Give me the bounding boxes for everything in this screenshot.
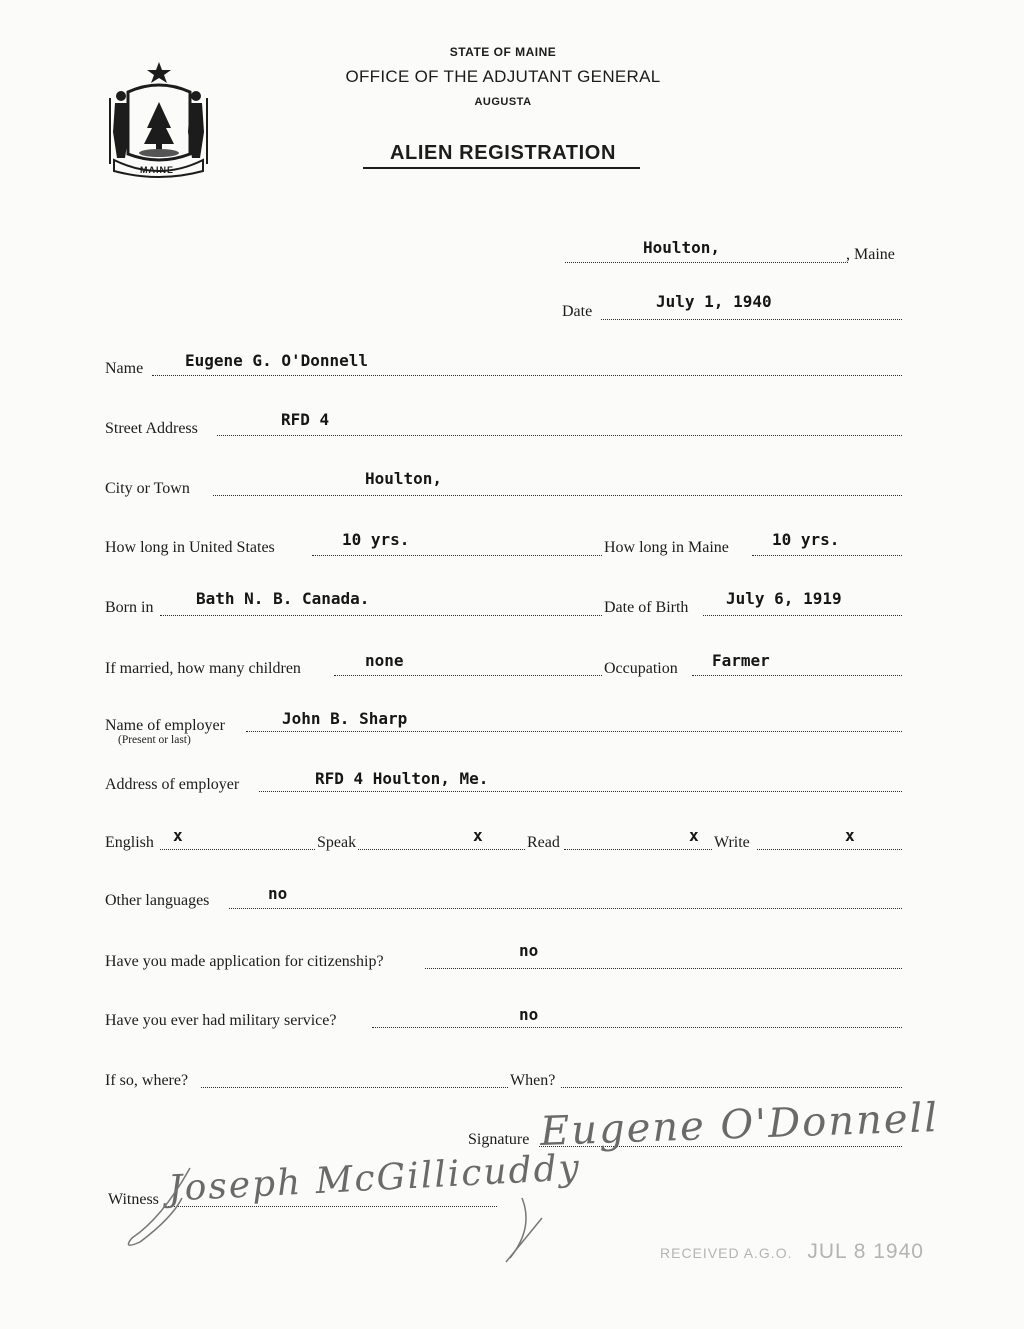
witness-flourish-icon: [122, 1158, 562, 1268]
name-value: Eugene G. O'Donnell: [185, 351, 369, 370]
children-value: none: [365, 651, 404, 670]
other-languages-value: no: [268, 884, 288, 903]
header-office: OFFICE OF THE ADJUTANT GENERAL: [345, 67, 661, 86]
speak-value: x: [473, 826, 483, 845]
military-line: [372, 1027, 902, 1028]
english-line: [160, 849, 315, 850]
header-city: AUGUSTA: [474, 96, 532, 108]
born-label: Born in: [105, 599, 154, 616]
employer-address-line: [259, 791, 902, 792]
speak-label: Speak: [317, 834, 357, 851]
born-line: [160, 615, 602, 616]
occupation-value: Farmer: [712, 651, 770, 670]
employer-address-label: Address of employer: [105, 776, 240, 793]
other-languages-label: Other languages: [105, 892, 210, 909]
citizenship-label: Have you made application for citizenship?: [105, 953, 384, 970]
military-value: no: [519, 1005, 539, 1024]
received-stamp: [660, 1240, 924, 1264]
dob-value: July 6, 1919: [726, 589, 842, 608]
maine-years-line: [752, 555, 902, 556]
occupation-line: [692, 675, 902, 676]
employer-value: John B. Sharp: [282, 709, 408, 728]
read-value: x: [689, 826, 699, 845]
employer-label: Name of employer: [105, 717, 225, 734]
dob-label: Date of Birth: [604, 599, 689, 616]
citizenship-value: no: [519, 941, 539, 960]
english-label: English: [105, 834, 154, 851]
signature-label: Signature: [468, 1131, 530, 1148]
city-line: [213, 495, 902, 496]
date-label: Date: [562, 303, 593, 320]
header-state: STATE OF MAINE: [449, 45, 557, 59]
employer-sublabel: (Present or last): [118, 734, 191, 746]
title-underline: [363, 167, 640, 169]
employer-line: [246, 731, 902, 732]
when-line: [561, 1087, 902, 1088]
other-languages-line: [229, 908, 902, 909]
witness-label: Witness: [108, 1191, 159, 1208]
name-label: Name: [105, 360, 144, 377]
street-value: RFD 4: [281, 410, 330, 429]
when-label: When?: [510, 1072, 556, 1089]
city-value: Houlton,: [365, 469, 443, 488]
military-label: Have you ever had military service?: [105, 1012, 337, 1029]
write-label: Write: [714, 834, 750, 851]
location-suffix: , Maine: [846, 246, 895, 263]
street-line: [217, 435, 902, 436]
read-label: Read: [527, 834, 560, 851]
read-line: [564, 849, 712, 850]
signature-handwriting: Eugene O'Donnell: [539, 1095, 940, 1155]
occupation-label: Occupation: [604, 660, 678, 677]
dob-line: [703, 615, 902, 616]
city-label: City or Town: [105, 480, 190, 497]
english-value: x: [173, 826, 183, 845]
date-value: July 1, 1940: [656, 292, 772, 311]
write-line: [757, 849, 902, 850]
us-years-label: How long in United States: [105, 539, 275, 556]
seal-banner-text: MAINE: [140, 165, 174, 175]
children-label: If married, how many children: [105, 660, 301, 677]
where-line: [201, 1087, 508, 1088]
location-line: [565, 262, 848, 263]
stamp-received-label: RECEIVED A.G.O.: [660, 1245, 793, 1261]
witness-handwriting: Joseph McGillicuddy: [167, 1147, 582, 1210]
write-value: x: [845, 826, 855, 845]
street-label: Street Address: [105, 420, 198, 437]
born-value: Bath N. B. Canada.: [196, 589, 370, 608]
date-line: [601, 319, 902, 320]
us-years-value: 10 yrs.: [342, 530, 410, 549]
speak-line: [358, 849, 525, 850]
where-label: If so, where?: [105, 1072, 189, 1089]
form-title: ALIEN REGISTRATION: [390, 142, 616, 164]
maine-years-label: How long in Maine: [604, 539, 729, 556]
employer-address-value: RFD 4 Houlton, Me.: [315, 769, 489, 788]
location-value: Houlton,: [643, 238, 721, 257]
us-years-line: [312, 555, 602, 556]
stamp-date: JUL 8 1940: [807, 1240, 924, 1263]
name-line: [152, 375, 902, 376]
citizenship-line: [425, 968, 902, 969]
children-line: [334, 675, 602, 676]
maine-years-value: 10 yrs.: [772, 530, 840, 549]
